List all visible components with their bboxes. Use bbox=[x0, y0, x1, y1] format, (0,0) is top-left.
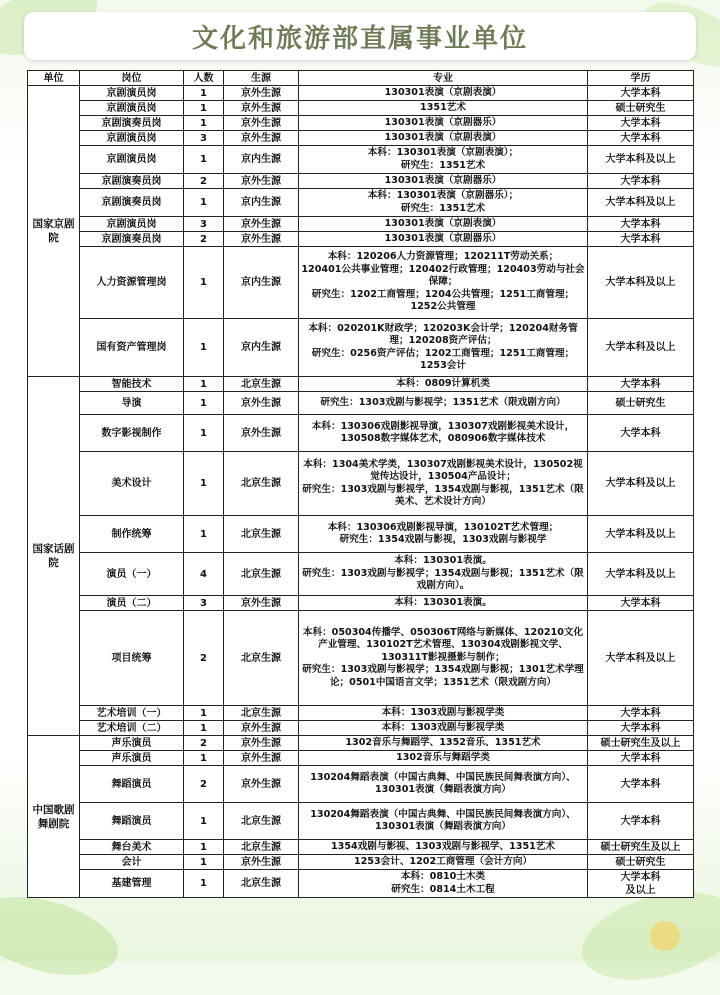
table-row bbox=[28, 415, 694, 452]
major-cell: 本科：120206人力资源管理；120211T劳动关系； 120401公共事业管理；120402行政管理；120403劳动与社会保障； 研究生：1202工商管理；1204公共管理；1251工商管理；1252公共管理 bbox=[299, 247, 588, 319]
education-cell: 大学本科 bbox=[588, 706, 694, 721]
table-row bbox=[28, 751, 694, 766]
table-row bbox=[28, 392, 694, 415]
origin-cell: 北京生源 bbox=[224, 840, 299, 855]
post-cell: 舞台美术 bbox=[80, 840, 184, 855]
count-cell: 1 bbox=[184, 706, 224, 721]
post-cell: 项目统筹 bbox=[80, 611, 184, 706]
education-cell: 大学本科 bbox=[588, 377, 694, 392]
major-cell: 本科：1303戏剧与影视学类 bbox=[299, 721, 588, 736]
education-cell: 大学本科及以上 bbox=[588, 146, 694, 174]
education-cell: 大学本科 bbox=[588, 766, 694, 803]
table-row bbox=[28, 706, 694, 721]
count-cell: 1 bbox=[184, 101, 224, 116]
origin-cell: 北京生源 bbox=[224, 870, 299, 898]
post-cell: 美术设计 bbox=[80, 452, 184, 516]
count-cell: 1 bbox=[184, 452, 224, 516]
education-cell: 硕士研究生及以上 bbox=[588, 736, 694, 751]
table-row bbox=[28, 766, 694, 803]
major-cell: 1253会计、1202工商管理（会计方向） bbox=[299, 855, 588, 870]
count-cell: 1 bbox=[184, 116, 224, 131]
education-cell: 大学本科 bbox=[588, 415, 694, 452]
post-cell: 京剧演员岗 bbox=[80, 101, 184, 116]
count-cell: 2 bbox=[184, 766, 224, 803]
origin-cell: 京外生源 bbox=[224, 751, 299, 766]
recruitment-table-wrap bbox=[27, 70, 693, 898]
count-cell: 1 bbox=[184, 319, 224, 377]
education-cell: 大学本科及以上 bbox=[588, 516, 694, 553]
major-cell: 1302音乐与舞蹈学类 bbox=[299, 751, 588, 766]
post-cell: 声乐演员 bbox=[80, 751, 184, 766]
origin-cell: 京外生源 bbox=[224, 101, 299, 116]
count-cell: 1 bbox=[184, 870, 224, 898]
post-cell: 声乐演员 bbox=[80, 736, 184, 751]
major-cell: 130301表演（京剧器乐） bbox=[299, 232, 588, 247]
education-cell: 大学本科 bbox=[588, 217, 694, 232]
count-cell: 1 bbox=[184, 247, 224, 319]
origin-cell: 京外生源 bbox=[224, 415, 299, 452]
education-cell: 大学本科 及以上 bbox=[588, 870, 694, 898]
major-cell: 130301表演（京剧表演） bbox=[299, 131, 588, 146]
post-cell: 导演 bbox=[80, 392, 184, 415]
count-cell: 2 bbox=[184, 232, 224, 247]
education-cell: 大学本科 bbox=[588, 721, 694, 736]
table-row bbox=[28, 855, 694, 870]
header-count: 人数 bbox=[184, 71, 224, 86]
table-row bbox=[28, 553, 694, 596]
education-cell: 硕士研究生 bbox=[588, 392, 694, 415]
post-cell: 智能技术 bbox=[80, 377, 184, 392]
post-cell: 京剧演员岗 bbox=[80, 86, 184, 101]
origin-cell: 京外生源 bbox=[224, 217, 299, 232]
title-banner bbox=[24, 12, 696, 60]
origin-cell: 北京生源 bbox=[224, 553, 299, 596]
education-cell: 大学本科 bbox=[588, 232, 694, 247]
origin-cell: 北京生源 bbox=[224, 377, 299, 392]
post-cell: 制作统筹 bbox=[80, 516, 184, 553]
table-row bbox=[28, 452, 694, 516]
post-cell: 京剧演奏员岗 bbox=[80, 116, 184, 131]
major-cell: 1351艺术 bbox=[299, 101, 588, 116]
major-cell: 本科：130301表演（京剧器乐）； 研究生：1351艺术 bbox=[299, 189, 588, 217]
header-major: 专业 bbox=[299, 71, 588, 86]
major-cell: 本科：130301表演（京剧表演）； 研究生：1351艺术 bbox=[299, 146, 588, 174]
education-cell: 大学本科 bbox=[588, 596, 694, 611]
major-cell: 1302音乐与舞蹈学、1352音乐、1351艺术 bbox=[299, 736, 588, 751]
origin-cell: 京内生源 bbox=[224, 189, 299, 217]
major-cell: 本科：0809计算机类 bbox=[299, 377, 588, 392]
major-cell: 本科：130301表演。 研究生：1303戏剧与影视学；1354戏剧与影视；1351艺术（限戏剧方向）。 bbox=[299, 553, 588, 596]
table-row bbox=[28, 596, 694, 611]
count-cell: 1 bbox=[184, 392, 224, 415]
count-cell: 1 bbox=[184, 377, 224, 392]
origin-cell: 北京生源 bbox=[224, 803, 299, 840]
post-cell: 京剧演员岗 bbox=[80, 146, 184, 174]
education-cell: 大学本科 bbox=[588, 86, 694, 101]
recruitment-table bbox=[27, 70, 694, 898]
count-cell: 1 bbox=[184, 189, 224, 217]
table-row bbox=[28, 232, 694, 247]
major-cell: 研究生：1303戏剧与影视学；1351艺术（限戏剧方向） bbox=[299, 392, 588, 415]
table-row bbox=[28, 319, 694, 377]
count-cell: 4 bbox=[184, 553, 224, 596]
origin-cell: 北京生源 bbox=[224, 516, 299, 553]
origin-cell: 京外生源 bbox=[224, 766, 299, 803]
table-row bbox=[28, 516, 694, 553]
table-row bbox=[28, 131, 694, 146]
major-cell: 本科：130306戏剧影视导演，130307戏剧影视美术设计，130508数字媒体艺术，080906数字媒体技术 bbox=[299, 415, 588, 452]
major-cell: 130301表演（京剧器乐） bbox=[299, 174, 588, 189]
count-cell: 1 bbox=[184, 803, 224, 840]
count-cell: 1 bbox=[184, 415, 224, 452]
post-cell: 京剧演员岗 bbox=[80, 217, 184, 232]
decor-leaf bbox=[0, 883, 127, 989]
unit-name: 国家话剧院 bbox=[28, 377, 80, 736]
count-cell: 1 bbox=[184, 86, 224, 101]
count-cell: 1 bbox=[184, 751, 224, 766]
origin-cell: 京内生源 bbox=[224, 146, 299, 174]
header-origin: 生源 bbox=[224, 71, 299, 86]
origin-cell: 京外生源 bbox=[224, 131, 299, 146]
major-cell: 本科：130301表演。 bbox=[299, 596, 588, 611]
major-cell: 130204舞蹈表演（中国古典舞、中国民族民间舞表演方向）、130301表演（舞蹈表演方向） bbox=[299, 766, 588, 803]
header-education: 学历 bbox=[588, 71, 694, 86]
table-row bbox=[28, 870, 694, 898]
table-row bbox=[28, 86, 694, 101]
table-body bbox=[28, 86, 694, 898]
post-cell: 会计 bbox=[80, 855, 184, 870]
origin-cell: 北京生源 bbox=[224, 452, 299, 516]
table-row bbox=[28, 174, 694, 189]
header-unit: 单位 bbox=[28, 71, 80, 86]
major-cell: 本科：0810土木类 研究生：0814土木工程 bbox=[299, 870, 588, 898]
education-cell: 硕士研究生及以上 bbox=[588, 840, 694, 855]
count-cell: 1 bbox=[184, 721, 224, 736]
page-title: 文化和旅游部直属事业单位 bbox=[191, 23, 528, 54]
education-cell: 大学本科 bbox=[588, 116, 694, 131]
origin-cell: 京外生源 bbox=[224, 174, 299, 189]
count-cell: 1 bbox=[184, 840, 224, 855]
origin-cell: 京外生源 bbox=[224, 392, 299, 415]
education-cell: 硕士研究生 bbox=[588, 855, 694, 870]
table-row bbox=[28, 611, 694, 706]
post-cell: 基建管理 bbox=[80, 870, 184, 898]
education-cell: 大学本科及以上 bbox=[588, 611, 694, 706]
count-cell: 2 bbox=[184, 736, 224, 751]
count-cell: 2 bbox=[184, 174, 224, 189]
count-cell: 2 bbox=[184, 611, 224, 706]
origin-cell: 北京生源 bbox=[224, 706, 299, 721]
major-cell: 130301表演（京剧器乐） bbox=[299, 116, 588, 131]
table-row bbox=[28, 146, 694, 174]
post-cell: 京剧演员岗 bbox=[80, 131, 184, 146]
count-cell: 1 bbox=[184, 855, 224, 870]
post-cell: 数字影视制作 bbox=[80, 415, 184, 452]
post-cell: 舞蹈演员 bbox=[80, 766, 184, 803]
education-cell: 大学本科 bbox=[588, 131, 694, 146]
education-cell: 大学本科 bbox=[588, 174, 694, 189]
major-cell: 1354戏剧与影视、1303戏剧与影视学、1351艺术 bbox=[299, 840, 588, 855]
origin-cell: 京内生源 bbox=[224, 247, 299, 319]
major-cell: 本科：1304美术学类，130307戏剧影视美术设计，130502视觉传达设计，130504产品设计； 研究生：1303戏剧与影视学，1354戏剧与影视，1351艺术（限美术、艺术设计方向） bbox=[299, 452, 588, 516]
count-cell: 3 bbox=[184, 131, 224, 146]
decor-flower bbox=[650, 921, 680, 951]
education-cell: 硕士研究生 bbox=[588, 101, 694, 116]
post-cell: 人力资源管理岗 bbox=[80, 247, 184, 319]
major-cell: 本科：020201K财政学；120203K会计学；120204财务管理；120208资产评估； 研究生：0256资产评估；1202工商管理；1251工商管理；1253会计 bbox=[299, 319, 588, 377]
table-row bbox=[28, 377, 694, 392]
table-row bbox=[28, 189, 694, 217]
education-cell: 大学本科及以上 bbox=[588, 247, 694, 319]
post-cell: 艺术培训（二） bbox=[80, 721, 184, 736]
origin-cell: 北京生源 bbox=[224, 611, 299, 706]
count-cell: 3 bbox=[184, 217, 224, 232]
origin-cell: 京外生源 bbox=[224, 232, 299, 247]
origin-cell: 京外生源 bbox=[224, 596, 299, 611]
origin-cell: 京内生源 bbox=[224, 319, 299, 377]
origin-cell: 京外生源 bbox=[224, 721, 299, 736]
count-cell: 1 bbox=[184, 516, 224, 553]
major-cell: 130204舞蹈表演（中国古典舞、中国民族民间舞表演方向）、130301表演（舞蹈表演方向） bbox=[299, 803, 588, 840]
major-cell: 130301表演（京剧表演） bbox=[299, 86, 588, 101]
table-row bbox=[28, 803, 694, 840]
post-cell: 艺术培训（一） bbox=[80, 706, 184, 721]
education-cell: 大学本科及以上 bbox=[588, 189, 694, 217]
post-cell: 京剧演奏员岗 bbox=[80, 189, 184, 217]
major-cell: 130301表演（京剧表演） bbox=[299, 217, 588, 232]
table-row bbox=[28, 247, 694, 319]
education-cell: 大学本科及以上 bbox=[588, 452, 694, 516]
table-row bbox=[28, 101, 694, 116]
count-cell: 1 bbox=[184, 146, 224, 174]
origin-cell: 京外生源 bbox=[224, 116, 299, 131]
education-cell: 大学本科及以上 bbox=[588, 319, 694, 377]
major-cell: 本科：050304传播学、050306T网络与新媒体、120210文化产业管理、130102T艺术管理、130304戏剧影视文学、130311T影视摄影与制作； 研究生：1303戏剧与影视学；1354戏剧与影视；1301艺术学理论；0501中国语言文学；1351艺术（限戏剧方向） bbox=[299, 611, 588, 706]
origin-cell: 京外生源 bbox=[224, 855, 299, 870]
origin-cell: 京外生源 bbox=[224, 86, 299, 101]
post-cell: 京剧演奏员岗 bbox=[80, 174, 184, 189]
education-cell: 大学本科及以上 bbox=[588, 553, 694, 596]
post-cell: 演员（一） bbox=[80, 553, 184, 596]
table-header-row bbox=[28, 71, 694, 86]
table-row bbox=[28, 721, 694, 736]
table-row bbox=[28, 217, 694, 232]
major-cell: 本科：130306戏剧影视导演，130102T艺术管理； 研究生：1354戏剧与影视，1303戏剧与影视学 bbox=[299, 516, 588, 553]
post-cell: 舞蹈演员 bbox=[80, 803, 184, 840]
count-cell: 3 bbox=[184, 596, 224, 611]
origin-cell: 京外生源 bbox=[224, 736, 299, 751]
table-row bbox=[28, 736, 694, 751]
unit-name: 国家京剧院 bbox=[28, 86, 80, 377]
education-cell: 大学本科 bbox=[588, 803, 694, 840]
post-cell: 京剧演奏员岗 bbox=[80, 232, 184, 247]
table-row bbox=[28, 116, 694, 131]
major-cell: 本科：1303戏剧与影视学类 bbox=[299, 706, 588, 721]
post-cell: 国有资产管理岗 bbox=[80, 319, 184, 377]
header-post: 岗位 bbox=[80, 71, 184, 86]
education-cell: 大学本科 bbox=[588, 751, 694, 766]
post-cell: 演员（二） bbox=[80, 596, 184, 611]
unit-name: 中国歌剧舞剧院 bbox=[28, 736, 80, 898]
table-row bbox=[28, 840, 694, 855]
